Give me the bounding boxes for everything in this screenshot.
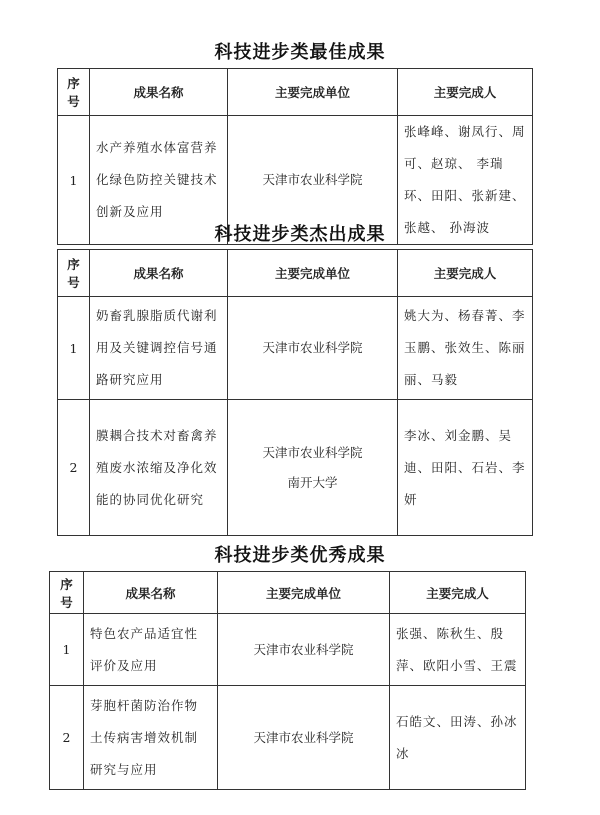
header-unit: 主要完成单位 — [228, 250, 398, 297]
awards-table-outstanding — [57, 249, 533, 536]
completing-unit — [218, 686, 390, 790]
header-no: 序号 — [58, 250, 90, 297]
main-contributors: 李冰、刘金鹏、吴迪、田阳、石岩、李妍 — [398, 400, 533, 536]
main-contributors: 张强、陈秋生、殷萍、欧阳小雪、王震 — [390, 614, 526, 686]
header-no: 序号 — [50, 572, 84, 614]
awards-table-best — [57, 68, 533, 245]
table-header-row — [58, 250, 533, 297]
section-title-outstanding: 科技进步类杰出成果 — [214, 224, 386, 245]
header-achievement-name: 成果名称 — [84, 572, 218, 614]
achievement-name: 芽胞杆菌防治作物土传病害增效机制研究与应用 — [84, 686, 218, 790]
section-title-best: 科技进步类最佳成果 — [214, 42, 386, 63]
achievement-name: 水产养殖水体富营养化绿色防控关键技术创新及应用 — [90, 116, 228, 245]
row-no: 1 — [58, 297, 90, 400]
unit-line: 天津市农业科学院 — [262, 444, 363, 460]
table-row — [58, 297, 533, 400]
header-people: 主要完成人 — [398, 69, 533, 116]
unit-line: 天津市农业科学院 — [253, 729, 354, 745]
main-contributors: 张峰峰、谢凤行、周可、赵琼、 李瑞环、田阳、张新建、张越、 孙海波 — [398, 116, 533, 245]
header-no: 序号 — [58, 69, 90, 116]
table-header-row — [58, 69, 533, 116]
row-no: 1 — [50, 614, 84, 686]
header-people: 主要完成人 — [398, 250, 533, 297]
table-header-row — [50, 572, 526, 614]
header-achievement-name: 成果名称 — [90, 69, 228, 116]
awards-table-excellent — [49, 571, 526, 790]
achievement-name: 特色农产品适宜性评价及应用 — [84, 614, 218, 686]
main-contributors: 姚大为、杨春菁、李玉鹏、张效生、陈丽丽、马毅 — [398, 297, 533, 400]
row-no: 1 — [58, 116, 90, 245]
unit-line: 天津市农业科学院 — [262, 172, 363, 187]
table-row — [50, 686, 526, 790]
main-contributors: 石皓文、田涛、孙冰冰 — [390, 686, 526, 790]
row-no: 2 — [50, 686, 84, 790]
header-unit: 主要完成单位 — [228, 69, 398, 116]
header-unit: 主要完成单位 — [218, 572, 390, 614]
completing-unit — [228, 400, 398, 536]
achievement-name: 膜耦合技术对畜禽养殖废水浓缩及净化效能的协同优化研究 — [90, 400, 228, 536]
section-title-excellent: 科技进步类优秀成果 — [214, 545, 386, 566]
unit-line: 南开大学 — [287, 474, 338, 490]
unit-line: 天津市农业科学院 — [253, 641, 354, 657]
header-achievement-name: 成果名称 — [90, 250, 228, 297]
completing-unit — [228, 297, 398, 400]
row-no: 2 — [58, 400, 90, 536]
table-row — [50, 614, 526, 686]
achievement-name: 奶畜乳腺脂质代谢利用及关键调控信号通路研究应用 — [90, 297, 228, 400]
table-row — [58, 400, 533, 536]
header-people: 主要完成人 — [390, 572, 526, 614]
completing-unit — [218, 614, 390, 686]
unit-line: 天津市农业科学院 — [262, 340, 363, 355]
